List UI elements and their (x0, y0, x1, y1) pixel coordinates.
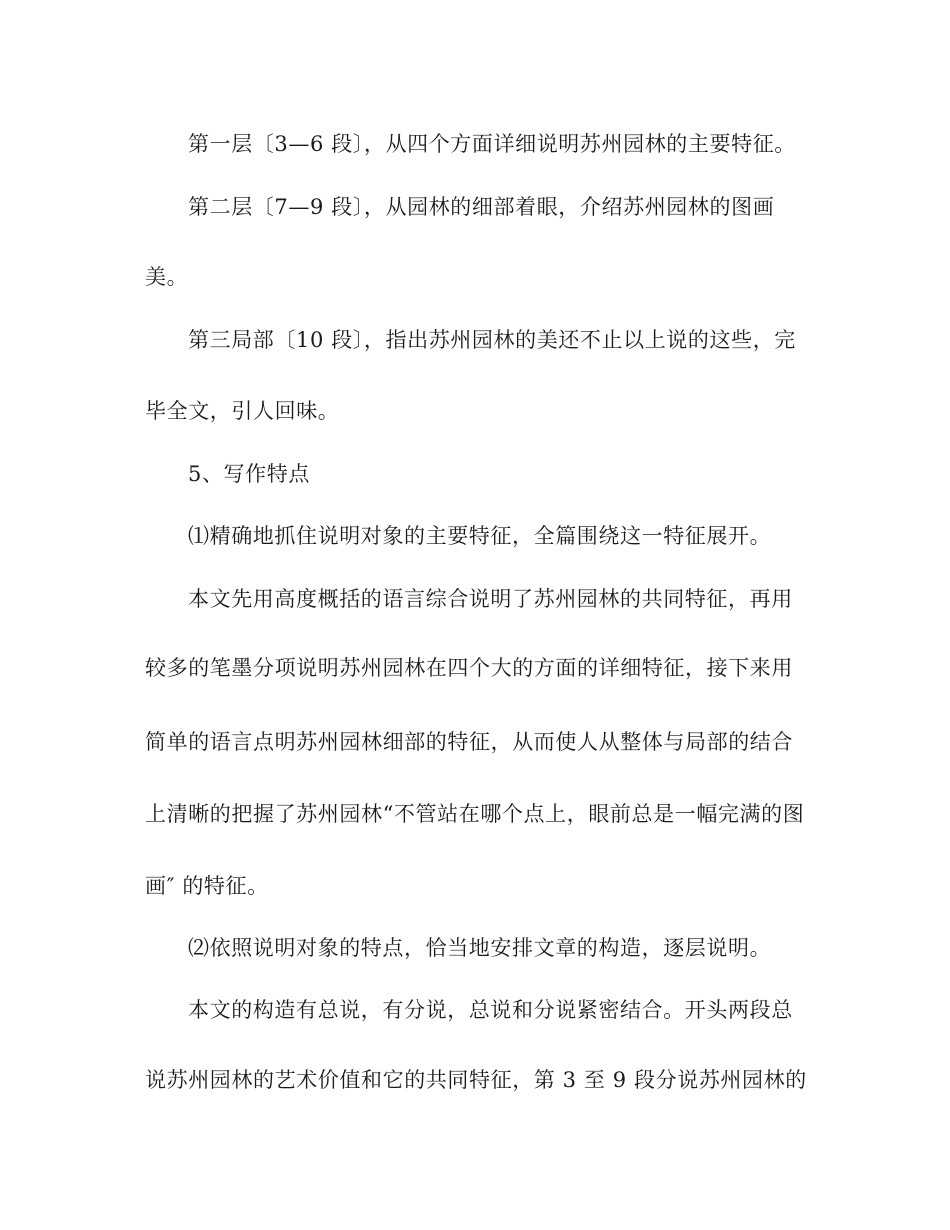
paragraph-line: ⑴精确地抓住说明对象的主要特征，全篇围绕这一特征展开。 (188, 524, 772, 548)
paragraph-line: ⑵依照说明对象的特点，恰当地安排文章的构造，逐层说明。 (188, 936, 772, 960)
paragraph-line: 上清晰的把握了苏州园林“不管站在哪个点上，眼前总是一幅完满的图 (145, 802, 805, 826)
paragraph-line: 简单的语言点明苏州园林细部的特征，从而使人从整体与局部的结合 (145, 730, 793, 754)
paragraph-line: 第一层〔3—6 段〕，从四个方面详细说明苏州园林的主要特征。 (188, 132, 796, 156)
paragraph-line: 本文先用高度概括的语言综合说明了苏州园林的共同特征，再用 (188, 587, 793, 611)
paragraph-line: 说苏州园林的艺术价值和它的共同特征，第 3 至 9 段分说苏州园林的 (145, 1068, 807, 1092)
paragraph-line: 第三局部〔10 段〕，指出苏州园林的美还不止以上说的这些，完 (188, 328, 796, 352)
paragraph-line: 本文的构造有总说，有分说，总说和分说紧密结合。开头两段总 (188, 998, 793, 1022)
paragraph-line: 毕全文，引人回味。 (145, 399, 340, 423)
paragraph-line: 美。 (145, 265, 189, 289)
paragraph-line: 画″ 的特征。 (145, 874, 269, 898)
paragraph-line: 第二层〔7—9 段〕，从园林的细部着眼，介绍苏州园林的图画 (188, 195, 775, 219)
section-heading: 5、写作特点 (188, 462, 310, 486)
paragraph-line: 较多的笔墨分项说明苏州园林在四个大的方面的详细特征，接下来用 (145, 656, 793, 680)
